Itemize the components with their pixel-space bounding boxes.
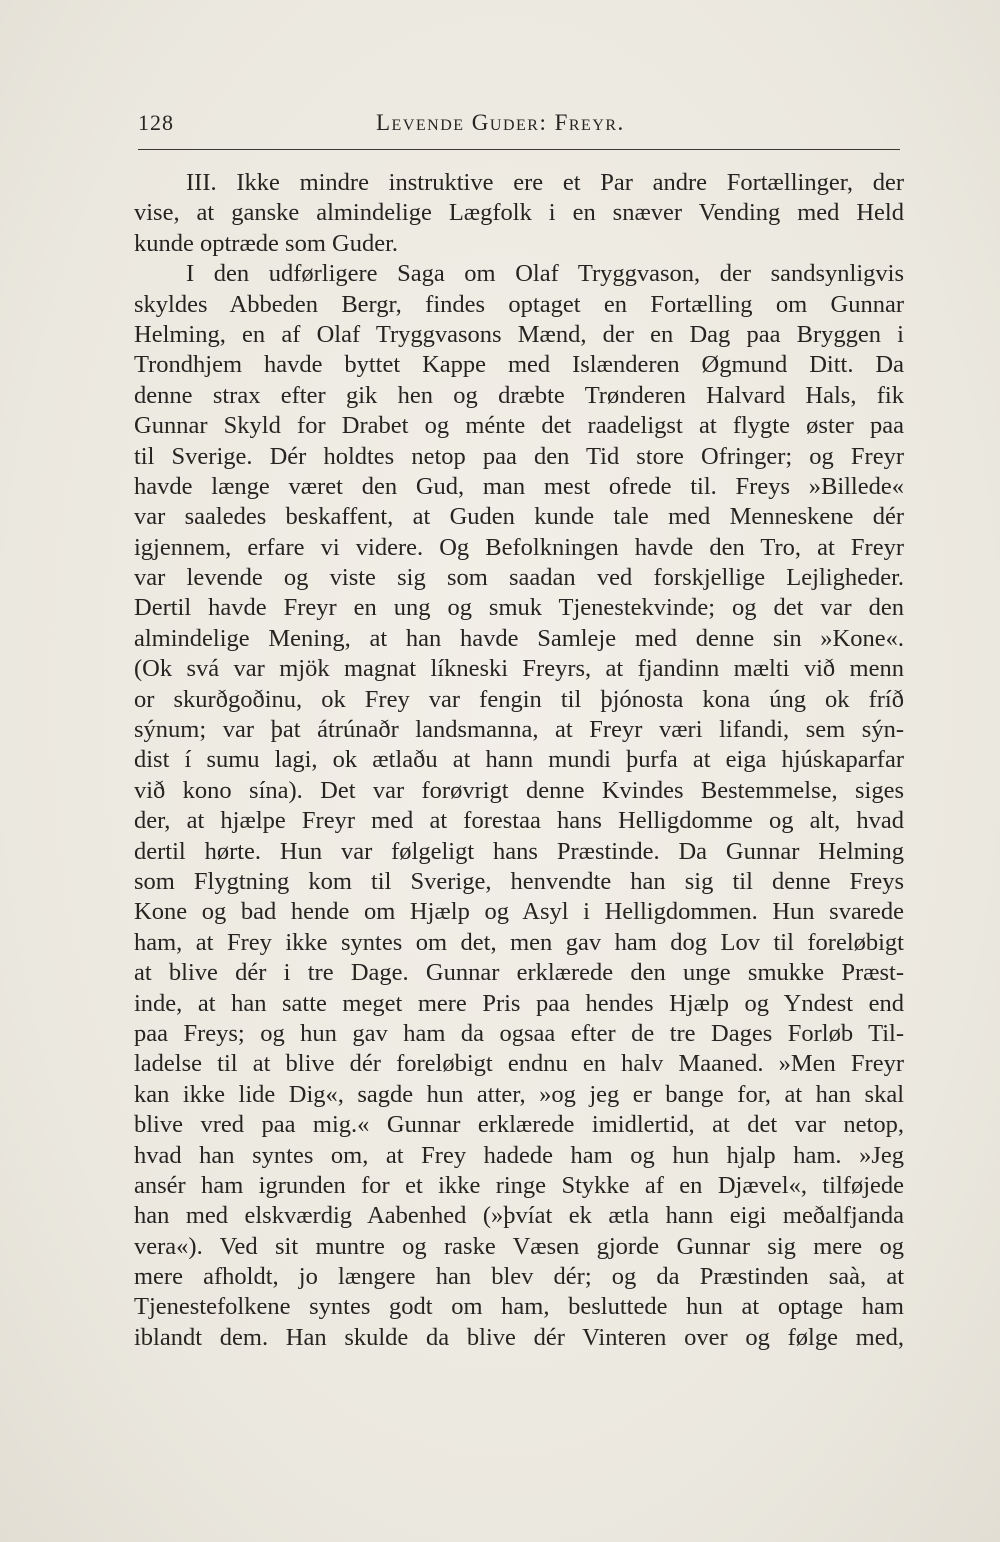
text-line: (Ok svá var mjök magnat líkneski Freyrs, at fjandinn mælti við menn xyxy=(134,655,904,683)
text-line: til Sverige. Dér holdtes netop paa den Tid store Ofringer; og Freyr xyxy=(134,442,904,470)
page-number: 128 xyxy=(138,110,174,135)
text-line: havde længe været den Gud, man mest ofrede til. Freys »Billede« xyxy=(134,472,904,500)
text-line: var levende og viste sig som saadan ved forskjellige Lejligheder. xyxy=(134,564,904,592)
text-line: vise, at ganske almindelige Lægfolk i en snæver Vending med Held xyxy=(134,199,904,227)
text-line: vera«). Ved sit muntre og raske Væsen gjorde Gunnar sig mere og xyxy=(134,1232,904,1260)
text-line: var saaledes beskaffent, at Guden kunde tale med Menneskene dér xyxy=(134,503,904,531)
text-line: blive vred paa mig.« Gunnar erklærede imidlertid, at det var netop, xyxy=(134,1111,904,1139)
text-line: inde, at han satte meget mere Pris paa hendes Hjælp og Yndest end xyxy=(134,989,904,1017)
text-line: Trondhjem havde byttet Kappe med Islænderen Øgmund Ditt. Da xyxy=(134,351,904,379)
text-line: paa Freys; og hun gav ham da ogsaa efter de tre Dages Forløb Til- xyxy=(134,1019,904,1047)
text-line: kunde optræde som Guder. xyxy=(134,229,399,257)
header-rule xyxy=(138,149,900,150)
text-line: dertil hørte. Hun var følgeligt hans Præstinde. Da Gunnar Helming xyxy=(134,837,904,865)
text-line: mere afholdt, jo længere han blev dér; og da Præstinden saà, at xyxy=(134,1263,904,1291)
text-line: Kone og bad hende om Hjælp og Asyl i Helligdommen. Hun svarede xyxy=(134,898,904,926)
text-line: sýnum; var þat átrúnaðr landsmanna, at Freyr væri lifandi, sem sýn- xyxy=(134,716,904,744)
text-line: Tjenestefolkene syntes godt om ham, besluttede hun at optage ham xyxy=(134,1293,904,1321)
text-line: Helming, en af Olaf Tryggvasons Mænd, der en Dag paa Bryggen i xyxy=(134,320,904,348)
text-line: iblandt dem. Han skulde da blive dér Vinteren over og følge med, xyxy=(134,1323,904,1351)
text-line: dist í sumu lagi, ok ætlaðu at hann mundi þurfa at eiga hjúskaparfar xyxy=(134,746,904,774)
text-line: kan ikke lide Dig«, sagde hun atter, »og jeg er bange for, at han skal xyxy=(134,1080,904,1108)
text-line: at blive dér i tre Dage. Gunnar erklærede den unge smukke Præst- xyxy=(134,959,904,987)
text-line: hvad han syntes om, at Frey hadede ham og hun hjalp ham. »Jeg xyxy=(134,1141,904,1169)
text-line: almindelige Mening, at han havde Samleje med denne sin »Kone«. xyxy=(134,624,904,652)
text-line: han med elskværdig Aabenhed (»þvíat ek ætla hann eigi meðalfjanda xyxy=(134,1202,904,1230)
text-line: or skurðgoðinu, ok Frey var fengin til þjónosta kona úng ok fríð xyxy=(134,685,904,713)
text-line: við kono sína). Det var forøvrigt denne Kvindes Bestemmelse, siges xyxy=(134,776,904,804)
text-line: igjennem, erfare vi videre. Og Befolkningen havde den Tro, at Freyr xyxy=(134,533,904,561)
text-line: ham, at Frey ikke syntes om det, men gav ham dog Lov til foreløbigt xyxy=(134,928,904,956)
text-line: ladelse til at blive dér foreløbigt endnu en halv Maaned. »Men Freyr xyxy=(134,1050,904,1078)
text-line: denne strax efter gik hen og dræbte Trønderen Halvard Hals, fik xyxy=(134,381,904,409)
text-line: ansér ham igrunden for et ikke ringe Stykke af en Djævel«, tilføjede xyxy=(134,1171,904,1199)
running-title: Levende Guder: Freyr. xyxy=(376,110,625,135)
text-line: I den udførligere Saga om Olaf Tryggvason, der sandsynligvis xyxy=(186,260,904,288)
text-line: III. Ikke mindre instruktive ere et Par andre Fortællinger, der xyxy=(186,169,904,196)
body-text xyxy=(134,168,904,1353)
running-head xyxy=(138,110,900,150)
text-line: Dertil havde Freyr en ung og smuk Tjenestekvinde; og det var den xyxy=(134,594,904,622)
text-line: som Flygtning kom til Sverige, henvendte han sig til denne Freys xyxy=(134,867,904,895)
text-line: Gunnar Skyld for Drabet og ménte det raadeligst at flygte øster paa xyxy=(134,412,904,440)
text-line: skyldes Abbeden Bergr, findes optaget en Fortælling om Gunnar xyxy=(134,290,904,318)
text-line: der, at hjælpe Freyr med at forestaa hans Helligdomme og alt, hvad xyxy=(134,807,904,835)
